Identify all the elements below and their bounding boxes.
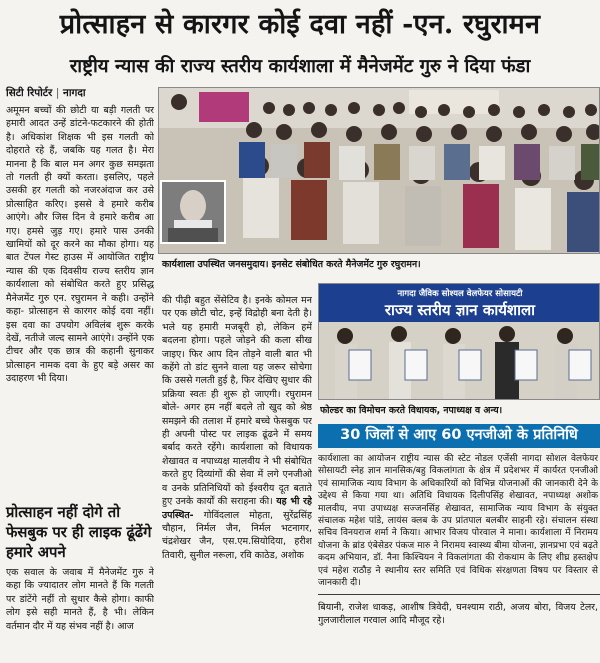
article-subhead: प्रोत्साहन नहीं दोगे तो फेसबुक पर ही लाइक ढूंढेंगे हमारे अपने (6, 504, 152, 561)
attendees-continued: बियानी, राजेश धाकड़, आशीष त्रिवेदी, घनश्याम राठी, अजय बोरा, विजय टेलर, गुलजारीलाल गरवाल आदि मौजूद रहे। (318, 602, 598, 627)
column-divider-rule (318, 594, 600, 595)
article-column-2 (162, 294, 312, 660)
folder-release-caption: फोल्डर का विमोचन करते विधायक, नपाध्यक्ष व अन्य। (320, 405, 503, 416)
byline-reporter: सिटी रिपोर्टर (6, 87, 53, 99)
attendees-list: गोविंदलाल मोहता, सुरेंद्रसिंह चौहान, निर्मल जैन, निर्मल भटनागर, चंद्रशेखर जैन, एस.एम.सियोदिया, हरीश तिवारी, सुनील नरूला, रवि काठेड, अशोक (162, 509, 312, 561)
boxed-story-headline: 30 जिलों से आए 60 एनजीओ के प्रतिनिधि (318, 424, 600, 448)
banner-main-text: राज्य स्तरीय ज्ञान कार्यशाला (384, 301, 536, 319)
folder-release-photo (318, 283, 600, 400)
byline-place: नागदा (63, 87, 86, 99)
speaker-inset-graphic (162, 182, 224, 242)
banner-top-text: नागदा जैविक सोश्यल वेलफेयर सोसायटी (397, 289, 523, 299)
audience-photo-caption: कार्यशाला उपस्थित जनसमुदाय। इनसेट संबोधित करते मैनेजमेंट गुरु रघुरामन। (162, 259, 421, 270)
byline-separator: | (55, 87, 60, 99)
folder-release-graphic (319, 284, 600, 400)
article-column-1-continued: एक सवाल के जवाब में मैनेजमेंट गुरु ने कहा कि ज्यादातर लोग मानते हैं कि गलती पर डांटेंगे नहीं तो सुधार कैसे होगा। काफी लोग इसे सही मानते हैं, है भी। लेकिन वर्तमान दौर में यह संभव नहीं है। आज (6, 567, 154, 632)
speaker-inset-photo (160, 180, 226, 244)
byline (6, 86, 156, 104)
column-2-text: की पीढ़ी बहुत सेंसेटिव है। इनके कोमल मन पर एक छोटी चोट, इन्हें विद्रोही बना देती है। भले यह हमारी मजबूरी हो, लेकिन हमें बदलना होगा। पहले जोड़ने की कला सीख जाइए। फिर आप दिन तोड़ने वाली बात भी कहेंगे तो डांट सुनने वाला यह जरूर सोचेगा कि उससे गलती हुई है, फिर देखिए सुधार की प्रक्रिया स्वतः ही शुरू हो जाएगी। रघुरामन बोले- अगर हम नहीं बदले तो खुद को श्रेष्ठ समझने की तलाश में हमारे बच्चे फेसबुक पर ही अपनी पोस्ट पर लाइक ढूंढने में समय बर्बाद करते रहेंगे। कार्यशाला को विधायक शेखावत व नपाध्यक्ष मालवीय ने भी संबोधित करते हुए दिव्यांगों की सेवा में लगे एनजीओ व उनके प्रतिनिधियों को ईश्वरीय दूत बताते हुए उनके कार्यों की सराहना की। (162, 295, 312, 508)
attendees-lead: यह भी रहे उपस्थित- (162, 496, 312, 521)
article-column-1: अमूमन बच्चों की छोटी या बड़ी गलती पर हमारी आदत उन्हें डांटने-फटकारने की होती है। अधिकांश शिक्षक भी इस गलती को दोहराते रहे हैं, जबकि यह गलत है। मेरा मानना है कि बाल मन अगर कुछ समझता तो गलती ही क्यों करता। इसलिए, पहले उसकी हर गलती को नजरअंदाज कर उसे प्रोत्साहित करिए। इससे वे हमारे करीब आएंगे। और जिस दिन वे हमारे करीब आ गए। हमसे जुड़ गए। हमारे पास उनकी खामियों को दूर करने का मौका होगा। यह बात टेंपल गेस्ट हाउस में आयोजित राष्ट्रीय न्यास की एक दिवसीय राज्य स्तरीय ज्ञान कार्यशाला को संबोधित करते हुए प्रसिद्ध मैनेजमेंट गुरु एन. रघुरामन ने कही। उन्होंने कहा- प्रोत्साहन से कारगर कोई दवा नहीं। इस दवा का उपयोग अविलंब शुरू करके देखें, नतीजे जल्द सामने आएंगे। उन्होंने एक टीचर और एक छात्र की कहानी सुनाकर प्रोत्साहन नामक दवा के हुए बड़े असर का उदाहरण भी दिया। (6, 105, 154, 385)
boxed-story-text: कार्यशाला का आयोजन राष्ट्रीय न्यास की स्टेट नोडल एजेंसी नागदा सोशल वेलफेयर सोसायटी स्नेह ज्ञान मानसिक/बहु विकलांगता के क्षेत्र में प्रदेशभर में कार्यरत एनजीओ एवं सामाजिक न्याय विभाग के अधिकारियों को विभिन्न योजनाओं की जानकारी देने के उद्देश्य से किया गया था। अतिथि विधायक दिलीपसिंह शेखावत, नपाध्यक्ष अशोक मालवीय, नपा उपाध्यक्ष सज्जनसिंह शेखावत, सामाजिक न्याय विभाग के संयुक्त संचालक महेश पांडे, लायंस क्लब के उप प्रांतपाल बलबीर साहनी रहे। संचालन संस्था सचिव विनयराज शर्मा ने किया। आभार विजय पोरवाल ने माना। कार्यशाला में निरामय योजना के ब्रांड एंबेसेडर पंकज मारु ने निरामय स्वास्थ्य बीमा योजना, ज्ञानप्रभा एवं बढ़ते कदम अभियान, डॉ. नैना किश्चियन ने विकलांगता की रोकथाम के लिए शीघ्र हस्तक्षेप एवं महेश राठौड़ ने स्थानीय स्तर समिति एवं विधिक संरक्षणता विषय पर विस्तार से जानकारी दी। (318, 454, 598, 589)
main-headline: प्रोत्साहन से कारगर कोई दवा नहीं -एन. रघुरामन (59, 9, 541, 40)
sub-headline: राष्ट्रीय न्यास की राज्य स्तरीय कार्यशाला में मैनेजमेंट गुरु ने दिया फंडा (69, 56, 531, 77)
